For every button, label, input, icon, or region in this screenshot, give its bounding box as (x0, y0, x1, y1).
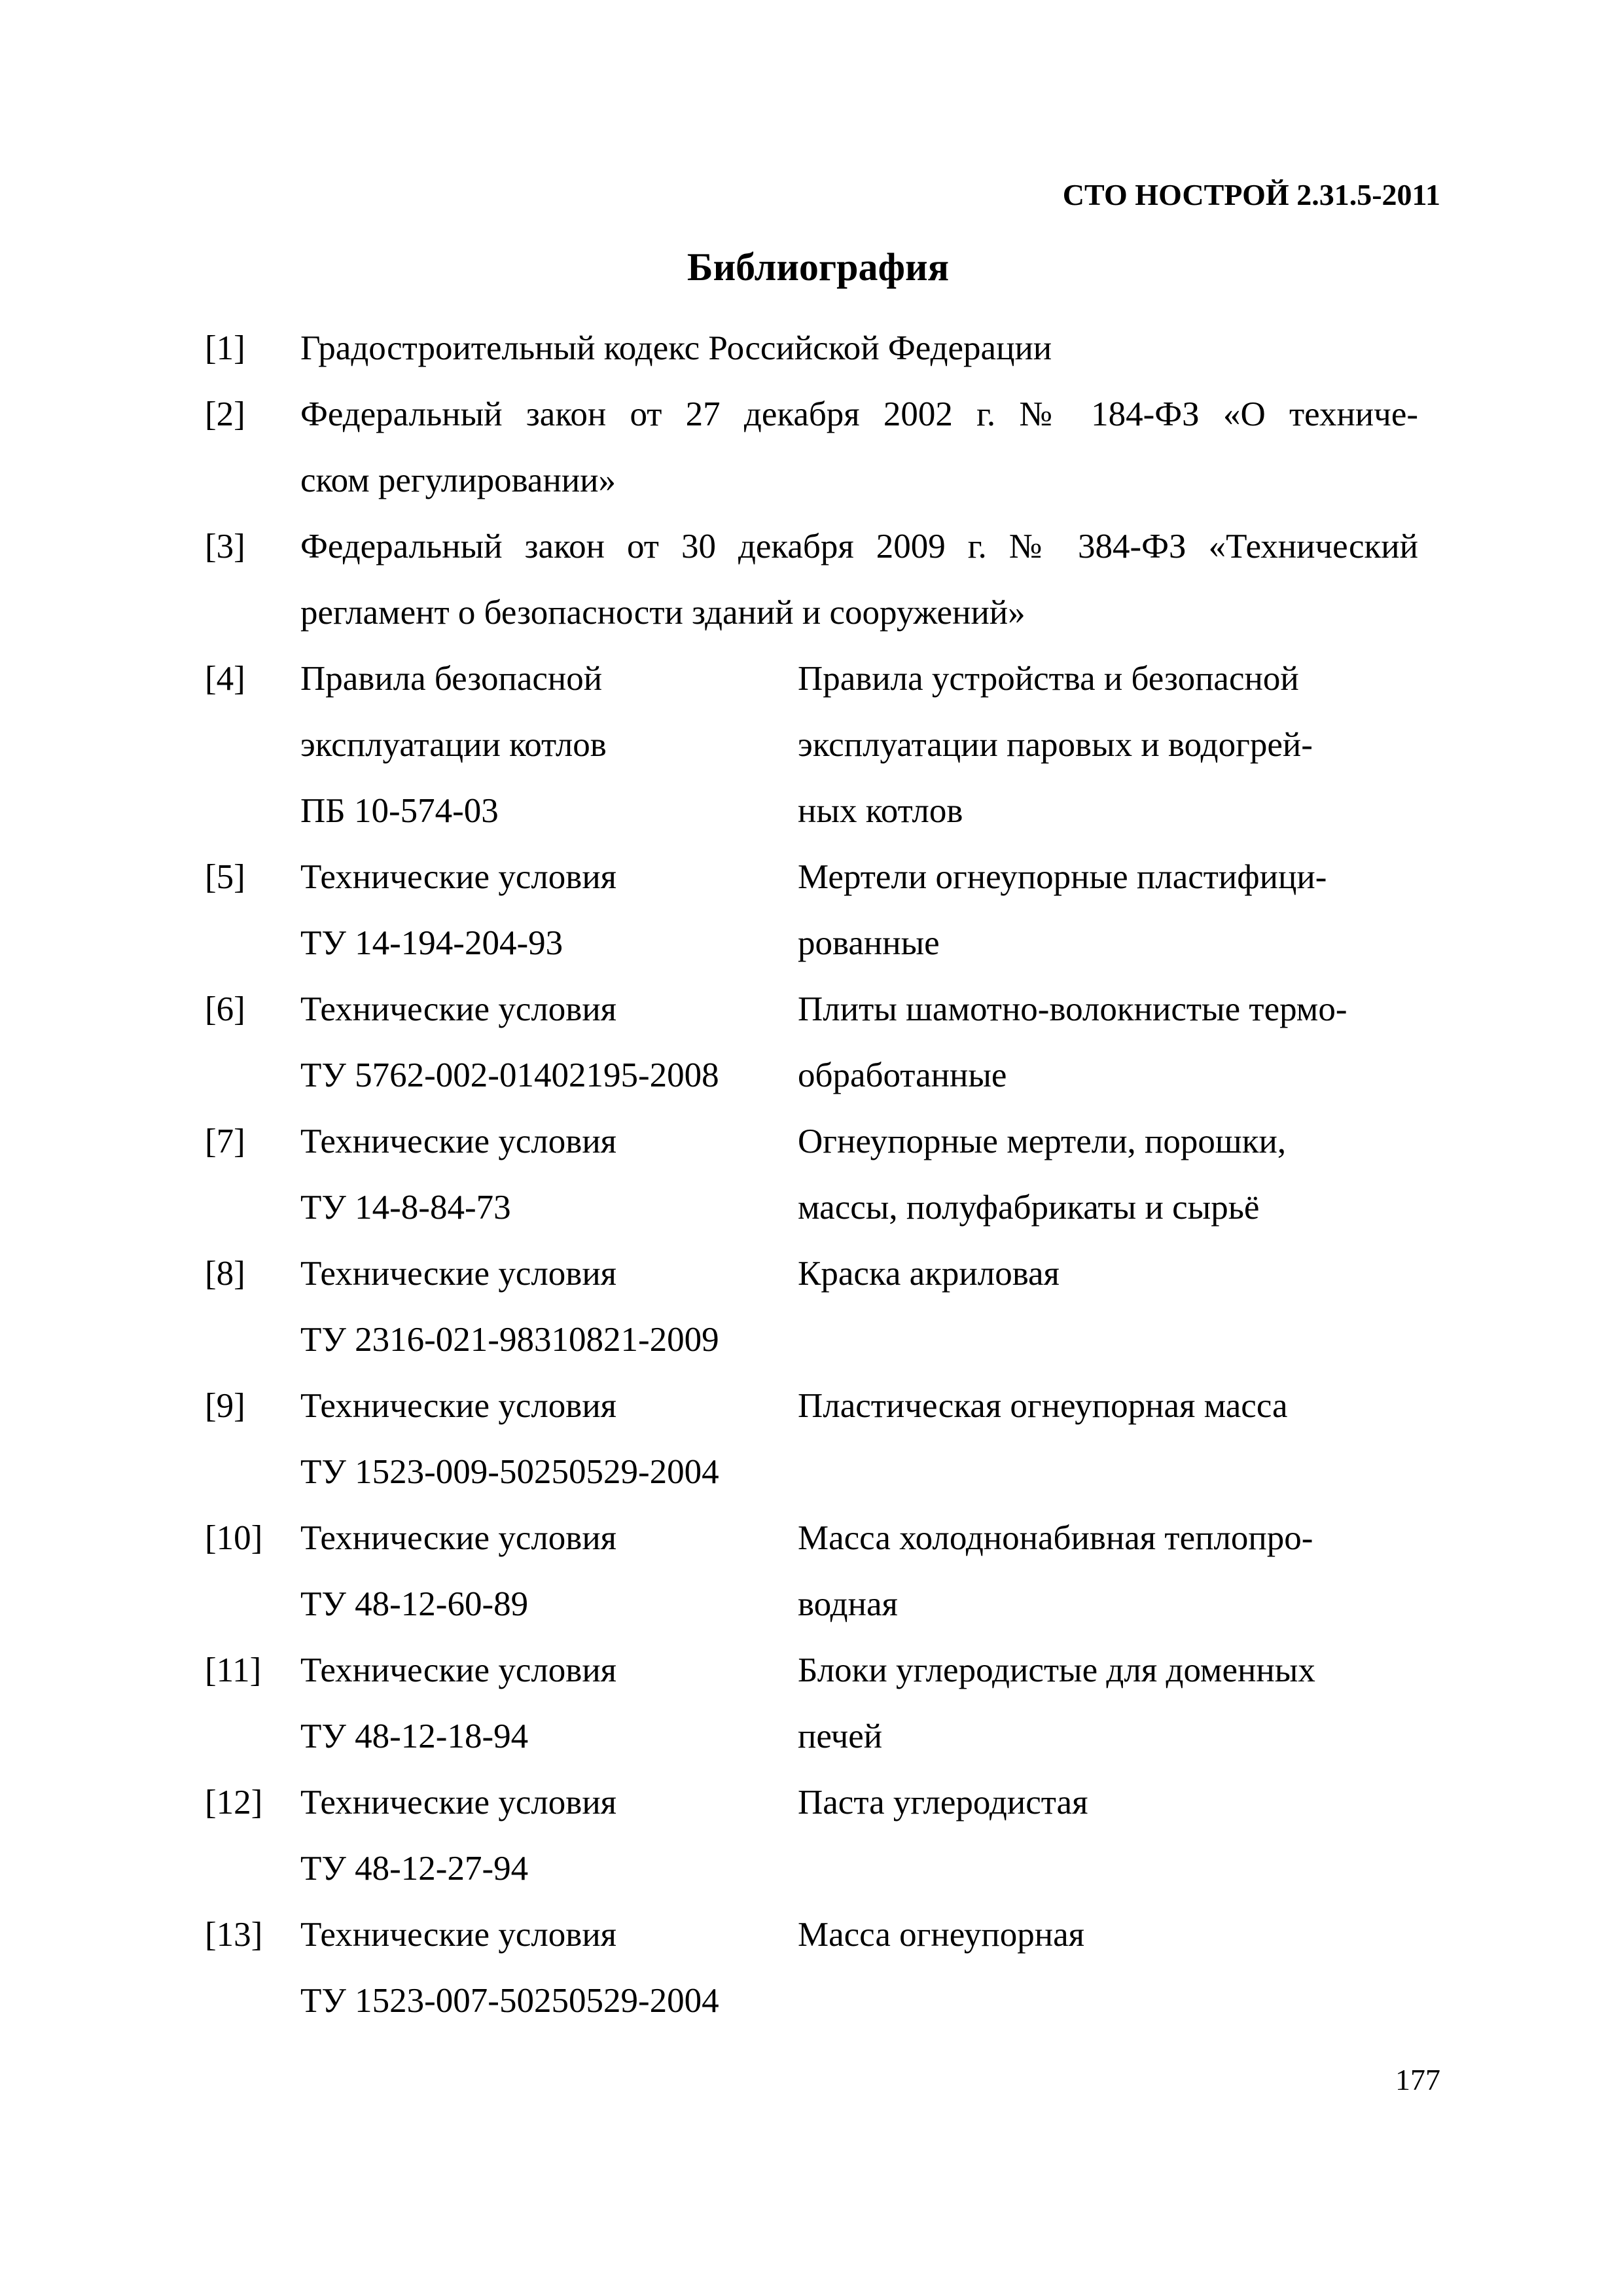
entry-left-line: ТУ 2316-021-98310821-2009 (300, 1321, 719, 1359)
entry-right-line: Блоки углеродистые для доменных (798, 1651, 1315, 1689)
entry-left-line: Технические условия (300, 1122, 617, 1160)
entry-left-line: Технические условия (300, 1784, 617, 1821)
entry-text-line: Градостроительный кодекс Российской Федерации (300, 329, 1052, 367)
entry-document-title (798, 1109, 1426, 1241)
entry-text (300, 382, 1418, 514)
bibliography-entry (0, 514, 1623, 646)
bibliography-list (0, 315, 1623, 2034)
entry-left-line: Технические условия (300, 1916, 617, 1954)
entry-document-title (798, 1373, 1426, 1439)
entry-document-type (300, 1770, 798, 1902)
entry-left-line: Правила безопасной (300, 660, 603, 698)
entry-left-line: Технические условия (300, 1387, 617, 1425)
bibliography-entry (0, 977, 1623, 1109)
entry-document-title (798, 1770, 1426, 1836)
entry-left-line: ТУ 1523-009-50250529-2004 (300, 1453, 719, 1491)
entry-document-type (300, 1109, 798, 1241)
entry-document-type (300, 844, 798, 977)
entry-document-title (798, 1638, 1426, 1770)
entry-right-line: обработанные (798, 1056, 1007, 1094)
entry-left-line: ТУ 14-194-204-93 (300, 924, 563, 962)
bibliography-entry (0, 1109, 1623, 1241)
entry-right-line: Пластическая огнеупорная масса (798, 1387, 1288, 1425)
entry-left-line: ТУ 48-12-60-89 (300, 1585, 529, 1623)
entry-document-type (300, 977, 798, 1109)
bibliography-entry (0, 1770, 1623, 1902)
entry-number: [12] (205, 1784, 263, 1821)
entry-right-line: Огнеупорные мертели, порошки, (798, 1122, 1287, 1160)
entry-left-line: Технические условия (300, 1519, 617, 1557)
entry-right-line: Правила устройства и безопасной (798, 660, 1299, 698)
entry-right-line: эксплуатации паровых и водогрей- (798, 726, 1313, 764)
bibliography-entry (0, 1638, 1623, 1770)
entry-right-line: ных котлов (798, 792, 963, 830)
entry-document-type (300, 1505, 798, 1638)
entry-number: [10] (205, 1519, 263, 1557)
entry-right-line: Плиты шамотно-волокнистые термо- (798, 990, 1347, 1028)
entry-document-title (798, 646, 1426, 844)
bibliography-entry (0, 315, 1623, 382)
page-number: 177 (1395, 2063, 1440, 2096)
entry-left-line: ТУ 48-12-18-94 (300, 1717, 529, 1755)
entry-number: [4] (205, 660, 245, 698)
entry-number: [13] (205, 1916, 263, 1954)
entry-text (300, 315, 1418, 382)
entry-number: [11] (205, 1651, 262, 1689)
bibliography-entry (0, 382, 1623, 514)
bibliography-entry (0, 1902, 1623, 2034)
entry-number: [5] (205, 858, 245, 896)
bibliography-entry (0, 646, 1623, 844)
entry-document-type (300, 1241, 798, 1373)
entry-document-type (300, 1373, 798, 1505)
document-code-header: СТО НОСТРОЙ 2.31.5-2011 (1062, 178, 1440, 211)
entry-document-type (300, 1638, 798, 1770)
entry-right-line: Мертели огнеупорные пластифици- (798, 858, 1327, 896)
entry-left-line: Технические условия (300, 1255, 617, 1293)
entry-right-line: Масса огнеупорная (798, 1916, 1085, 1954)
entry-document-type (300, 1902, 798, 2034)
entry-left-line: Технические условия (300, 858, 617, 896)
page-title: Библиография (687, 245, 950, 289)
bibliography-entry (0, 1505, 1623, 1638)
entry-number: [1] (205, 329, 245, 367)
entry-right-line: массы, полуфабрикаты и сырьё (798, 1189, 1260, 1227)
entry-right-line: Паста углеродистая (798, 1784, 1088, 1821)
entry-text-line: Федеральный закон от 27 декабря 2002 г. № 184-ФЗ «О техниче- (300, 395, 1418, 433)
entry-number: [9] (205, 1387, 245, 1425)
entry-right-line: водная (798, 1585, 898, 1623)
entry-text-line: Федеральный закон от 30 декабря 2009 г. № 384-ФЗ «Технический (300, 528, 1418, 565)
entry-document-title (798, 844, 1426, 977)
bibliography-entry (0, 1241, 1623, 1373)
entry-number: [7] (205, 1122, 245, 1160)
bibliography-entry (0, 1373, 1623, 1505)
entry-right-line: печей (798, 1717, 883, 1755)
entry-number: [6] (205, 990, 245, 1028)
entry-right-line: рованные (798, 924, 940, 962)
entry-document-title (798, 1505, 1426, 1638)
entry-left-line: ТУ 1523-007-50250529-2004 (300, 1982, 719, 2020)
entry-number: [8] (205, 1255, 245, 1293)
entry-text-line: регламент о безопасности зданий и сооружений» (300, 594, 1026, 632)
entry-document-title (798, 1241, 1426, 1307)
entry-left-line: Технические условия (300, 990, 617, 1028)
entry-left-line: ТУ 48-12-27-94 (300, 1850, 529, 1888)
entry-right-line: Краска акриловая (798, 1255, 1060, 1293)
entry-document-type (300, 646, 798, 844)
entry-document-title (798, 977, 1426, 1109)
entry-number: [2] (205, 395, 245, 433)
entry-left-line: ТУ 14-8-84-73 (300, 1189, 511, 1227)
entry-left-line: ПБ 10-574-03 (300, 792, 499, 830)
entry-text-line: ском регулировании» (300, 461, 616, 499)
entry-left-line: ТУ 5762-002-01402195-2008 (300, 1056, 719, 1094)
entry-right-line: Масса холоднонабивная теплопро- (798, 1519, 1313, 1557)
bibliography-entry (0, 844, 1623, 977)
entry-left-line: эксплуатации котлов (300, 726, 607, 764)
entry-document-title (798, 1902, 1426, 1968)
entry-number: [3] (205, 528, 245, 565)
entry-text (300, 514, 1418, 646)
entry-left-line: Технические условия (300, 1651, 617, 1689)
